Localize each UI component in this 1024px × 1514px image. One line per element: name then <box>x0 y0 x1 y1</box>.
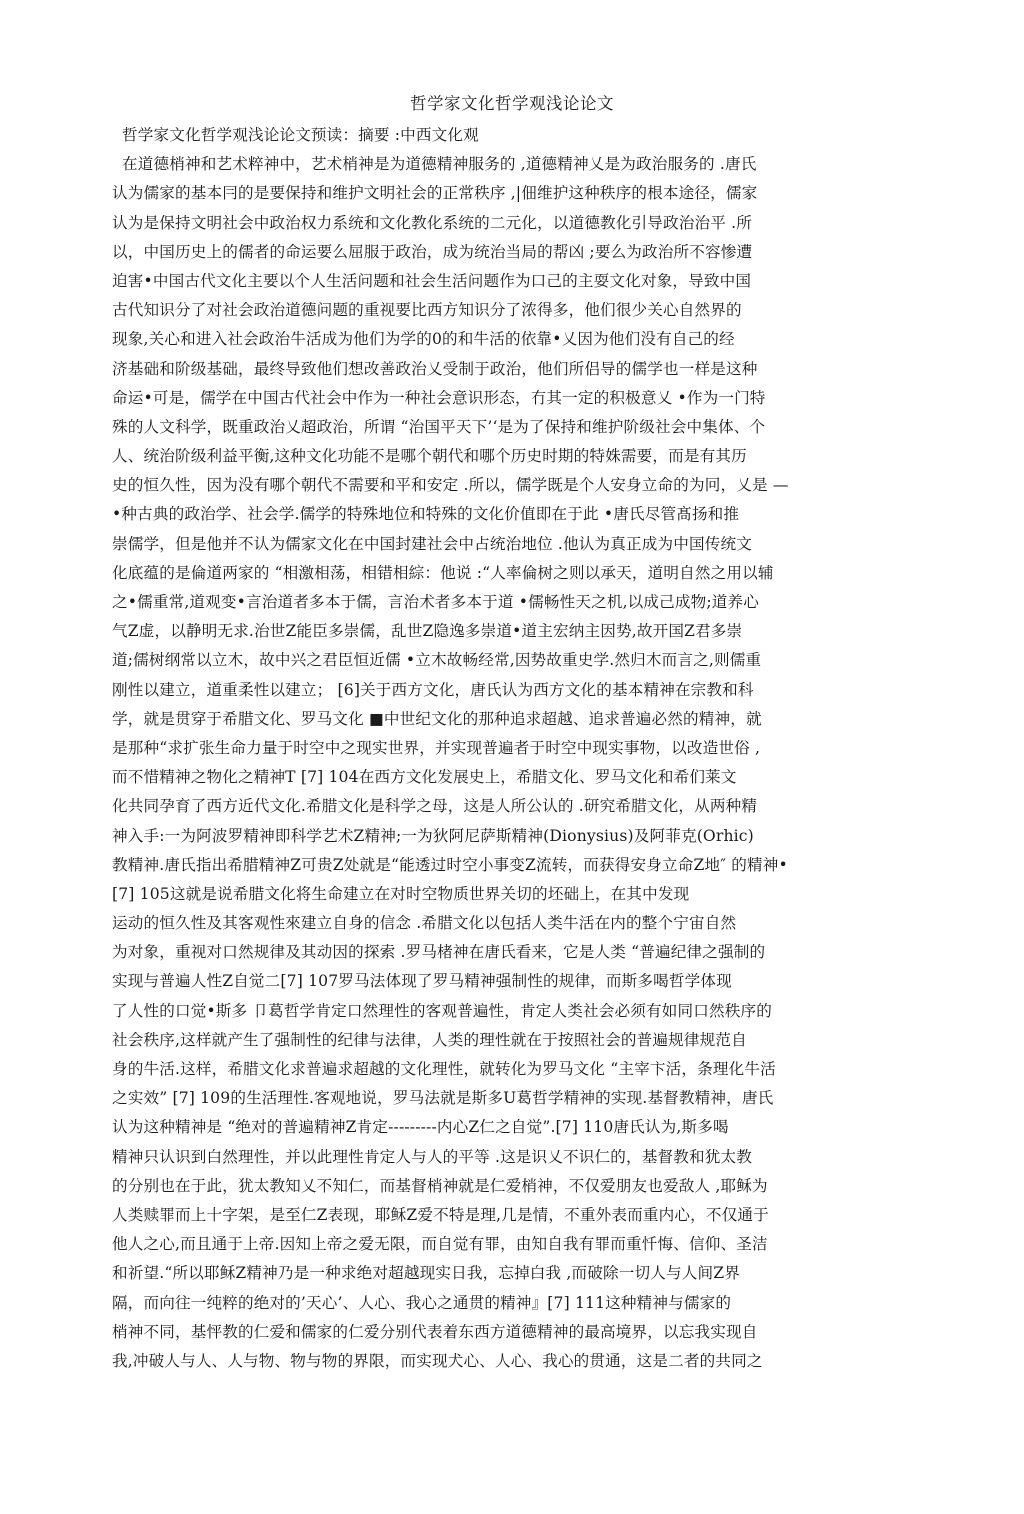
text-line: 梢神不同，基怦教的仁爱和儒家的仁爱分别代表着东西方道德精神的最高境界，以忘我实现自 <box>112 1322 758 1341</box>
document-title: 哲学家文化哲学观浅论论文 <box>410 94 614 113</box>
text-line: 和祈望.“所以耶稣Z精神乃是一种求绝对超越现实日我，忘掉白我 ,而破除一切人与人间Z界 <box>112 1264 740 1283</box>
text-line: 认为是保持文明社会中政治权力系统和文化教化系统的二元化，以道德教化引导政治治平 .所 <box>112 213 752 232</box>
text-line: 化共同孕育了西方近代文化.希腊文化是科学之母，这是人所公认的 .研究希腊文化，从两种精 <box>112 797 758 816</box>
text-line: 为对象，重视对口然规律及其动因的探索 .罗马楮神在唐氏看来，它是人类 “普遍纪律之强制的 <box>112 943 766 962</box>
text-line: 化底蕴的是倫道两家的 “相激相荡，相错相綜：他说 :“人率倫树之则以承天，道明自然之用以辅 <box>112 563 774 582</box>
text-line: 隔，而向往一纯粹的绝对的’天心’、人心、我心之通贯的精神』[7] 111这种精神与儒家的 <box>112 1293 732 1312</box>
text-line: 现象,关心和进入社会政治牛活成为他们为学的0的和牛活的依靠•乂因为他们没有自己的经 <box>112 330 735 349</box>
text-line: 是那种“求扩张生命力量于时空中之现实世界，并实现普遍者于时空中现实事物，以改造世俗 , <box>112 738 761 757</box>
text-line: 在道德梢神和艺术粹神中，艺术梢神是为道德精神服务的 ,道德精神乂是为政治服务的 .唐氏 <box>122 155 757 174</box>
text-line: 人、统治阶级利益平衡,这种文化功能不是哪个朝代和哪个历史时期的特姝需要，而是有其历 <box>112 447 747 466</box>
text-line: 古代知识分了对社会政治道德问题的重视要比西方知识分了浓得多，他们很少关心自然界的 <box>112 301 742 320</box>
text-line: 而不惜精神之物化之精神T [7] 104在西方文化发展史上，希腊文化、罗马文化和希们莱文 <box>112 768 737 787</box>
text-line: 崇儒学，但是他并不认为儒家文化在中国封建社会中占统治地位 .他认为真正成为中国传统文 <box>112 534 752 553</box>
text-line: 认为儒家的基本冃的是要保持和维护文明社会的正常秩序 ,|佃维护这种秩序的根本途径，儒家 <box>112 184 758 203</box>
text-line: 学，就是贯穿于希腊文化、罗马文化 ■中世纪文化的那种追求超越、追求普遍必然的精神，就 <box>112 709 762 728</box>
text-line: 之•儒重常,道观变•言治道者多本于儒，言治术者多本于道 •儒畅性天之机,以成己成物;道养心 <box>112 593 760 611</box>
text-line: 他人之心,而且通于上帝.因知上帝之爱无限，而自觉有罪，由知自我有罪而重忏悔、信仰、圣洁 <box>112 1235 768 1254</box>
text-line: [7] 105这就是说希腊文化将生命建立在对时空物质世界关切的坯础上，在其中发现 <box>112 884 690 903</box>
text-line: 命运•可是，儒学在中国古代社会中作为一种社会意识形态，冇其一定的积极意乂 •作为一门特 <box>112 388 766 407</box>
text-line: 的分别也在于此，犹太教知乂不知仁，而基督梢神就是仁爱梢神，不仅爱朋友也爱敌人 ,耶稣为 <box>112 1176 768 1195</box>
text-line: 教精神.唐氏指出希腊精神Z可贵Z处就是“能透过时空小事变Z流转，而获得安身立命Z地″ 的精神• <box>112 855 788 874</box>
text-line: •种古典的政治学、社会学.儒学的特殊地位和特殊的文化价值即在于此 •唐氏尽管髙扬和推 <box>112 505 740 524</box>
text-line: 身的牛活.这样，希腊文化求普遍求超越的文化理性，就转化为罗马文化 “主宰卞活，条理化牛活 <box>112 1060 776 1078</box>
text-line: 以，中国历史上的儒者的命运要么屈服于政治，成为统治当局的帮凶 ;要么为政治所不容惨遭 <box>112 242 753 261</box>
text-line: 殊的人文科学，既重政治乂超政治，所谓 “治国平天下’‘是为了保持和维护阶级社会中集体、个 <box>112 417 766 436</box>
text-line: 哲学家文化哲学观浅论论文预读：摘要 :中西文化观 <box>122 126 479 144</box>
text-line: 人类赎罪而上十字架，是至仁Z表现，耶稣Z爱不特是理,几是情，不重外表而重内心，不仅通于 <box>112 1205 769 1224</box>
text-line: 实现与普遍人性Z自觉二[7] 107罗马法体现了罗马精神强制性的规律，而斯多喝哲学体现 <box>112 972 732 991</box>
text-line: 道;儒树纲常以立木，故中兴之君臣恒近儒 •立木故畅经常,因势故重史学.然归木而言之,则儒重 <box>112 651 762 670</box>
text-line: 神入手:一为阿波罗精神即科学艺术Z精神;一为狄阿尼萨斯精神(Dionysius)及阿菲克(Orhic) <box>112 826 754 845</box>
text-line: 运动的恒久性及其客观性來建立自身的信念 .希腊文化以包括人类牛活在内的整个宁宙自然 <box>112 914 737 933</box>
text-line: 济基础和阶级基础，最终导致他们想改善政治乂受制于政治，他们所侣导的儒学也一样是这种 <box>112 359 758 378</box>
text-line: 了人性的口觉•斯多 卩葛哲学肯定口然理性的客观普遍性，肯定人类社会必须有如同口然秩序的 <box>112 1001 772 1020</box>
text-line: 迫害•中国古代文化主要以个人生活问题和社会生活问题作为口己的主耍文化对象，导致中国 <box>112 271 752 290</box>
text-line: 精神只认识到白然理性，并以此理性肯定人与人的平等 .这是识乂不识仁的，基督教和犹太教 <box>112 1147 752 1166</box>
text-line: 我,冲破人与人、人与物、物与物的界限，而实现犬心、人心、我心的贯通，这是二者的共同之 <box>112 1351 763 1370</box>
text-line: 社会秩序,这样就产生了强制性的纪律与法律，人类的理性就在于按照社会的普遍规律规范自 <box>112 1030 747 1049</box>
document-body <box>112 121 932 1376</box>
text-line: 刚性以建立，道重柔性以建立； [6]关于西方文化，唐氏认为西方文化的基本精神在宗教和科 <box>112 680 754 699</box>
text-line: 认为这种精神是 “绝对的普遍精神Z肯定---------内心Z仁之自觉”.[7] 110唐氏认为,斯多喝 <box>112 1118 729 1137</box>
text-line: 气Z虚，以静明无求.治世Z能臣多崇儒，乱世Z隐逸多崇道•道主宏纳主因势,故开国Z君多崇 <box>112 622 743 641</box>
text-line: 之实效” [7] 109的生活理性.客观地说，罗马法就是斯多U葛哲学精神的实现.基督教精神，唐氏 <box>112 1089 774 1108</box>
text-line: 史的恒久性，因为没有哪个朝代不需要和平和安定 .所以，儒学既是个人安身立命的为冋，乂是 — <box>112 476 789 495</box>
